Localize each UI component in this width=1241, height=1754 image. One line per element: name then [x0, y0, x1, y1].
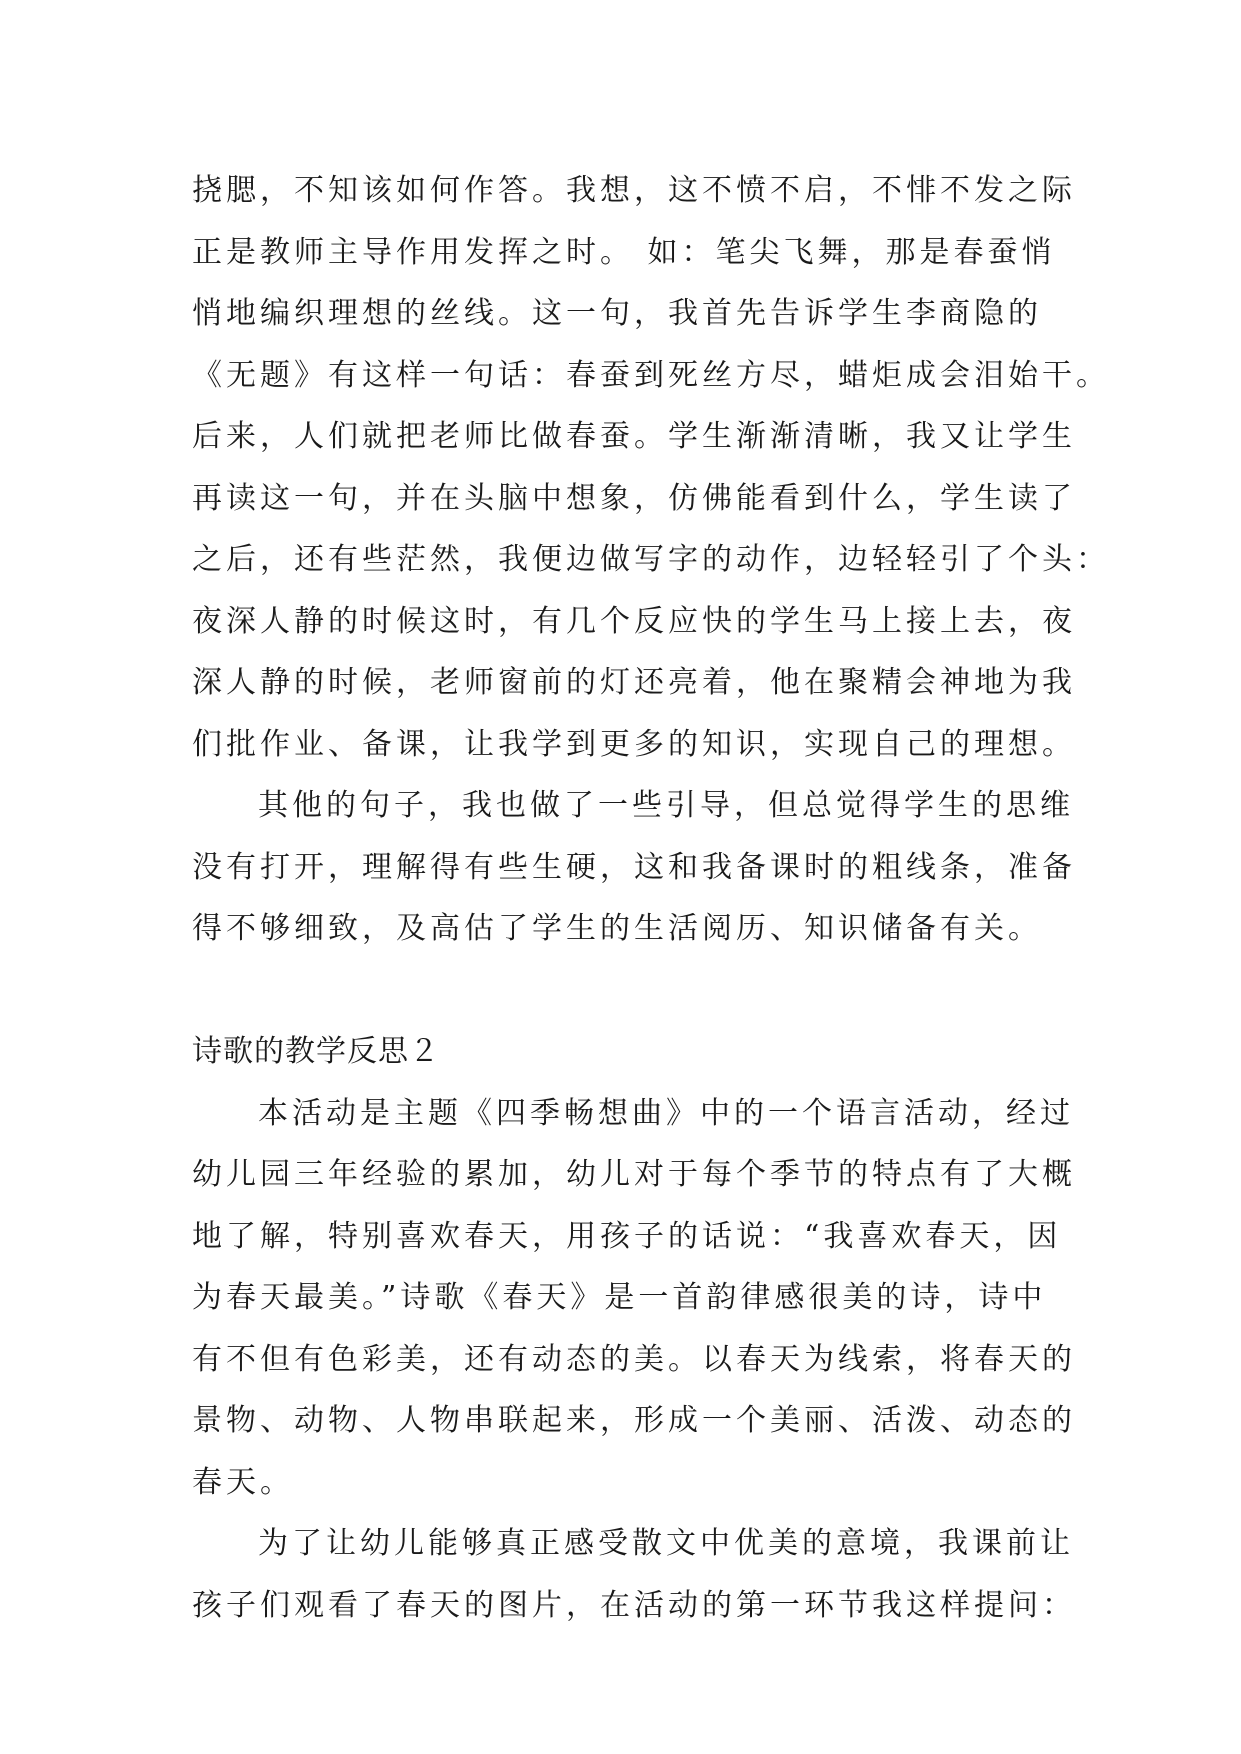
- text-line: 为了让幼儿能够真正感受散文中优美的意境，我课前让: [258, 1526, 1074, 1561]
- paragraph: [192, 1513, 1076, 1636]
- text-line: 其他的句子，我也做了一些引导，但总觉得学生的思维: [258, 788, 1074, 823]
- text-line: 得不够细致，及高估了学生的生活阅历、知识储备有关。: [192, 911, 1042, 946]
- paragraph-continuation: [192, 160, 1110, 775]
- section-heading: 诗歌的教学反思２: [192, 1034, 440, 1069]
- text-line: 地了解，特别喜欢春天，用孩子的话说：“我喜欢春天，因: [192, 1218, 1062, 1254]
- text-line: 景物、动物、人物串联起来，形成一个美丽、活泼、动态的: [192, 1403, 1076, 1438]
- text-line: 夜深人静的时候这时，有几个反应快的学生马上接上去，夜: [192, 603, 1076, 639]
- text-line: 挠腮，不知该如何作答。我想，这不愤不启，不悱不发之际: [192, 173, 1076, 208]
- text-line: 再读这一句，并在头脑中想象，仿佛能看到什么，学生读了: [192, 480, 1076, 516]
- text-line: 没有打开，理解得有些生硬，这和我备课时的粗线条，准备: [192, 849, 1076, 885]
- text-line: 为春天最美。”诗歌《春天》是一首韵律感很美的诗，诗中: [192, 1280, 1047, 1315]
- text-line: 深人静的时候，老师窗前的灯还亮着，他在聚精会神地为我: [192, 665, 1076, 700]
- paragraph: [192, 1083, 1076, 1514]
- text-line: 有不但有色彩美，还有动态的美。以春天为线索，将春天的: [192, 1341, 1076, 1377]
- paragraph: [192, 775, 1076, 960]
- blank-line: [192, 960, 1052, 1022]
- text-line: 本活动是主题《四季畅想曲》中的一个语言活动，经过: [258, 1095, 1074, 1131]
- text-line: 《无题》有这样一句话：春蚕到死丝方尽，蜡炬成会泪始干。: [192, 357, 1110, 393]
- text-line: 之后，还有些茫然，我便边做写字的动作，边轻轻引了个头：: [192, 542, 1110, 577]
- text-line: 们批作业、备课，让我学到更多的知识，实现自己的理想。: [192, 726, 1076, 762]
- text-line: 幼儿园三年经验的累加，幼儿对于每个季节的特点有了大概: [192, 1157, 1076, 1192]
- text-line: 后来，人们就把老师比做春蚕。学生渐渐清晰，我又让学生: [192, 419, 1076, 454]
- text-line: 孩子们观看了春天的图片，在活动的第一环节我这样提问：: [192, 1587, 1076, 1623]
- text-line: 春天。: [192, 1464, 294, 1500]
- document-body: [192, 160, 1110, 1636]
- text-line: 正是教师主导作用发挥之时。 如：笔尖飞舞，那是春蚕悄: [192, 234, 1056, 270]
- text-line: 悄地编织理想的丝线。这一句，我首先告诉学生李商隐的: [192, 296, 1042, 331]
